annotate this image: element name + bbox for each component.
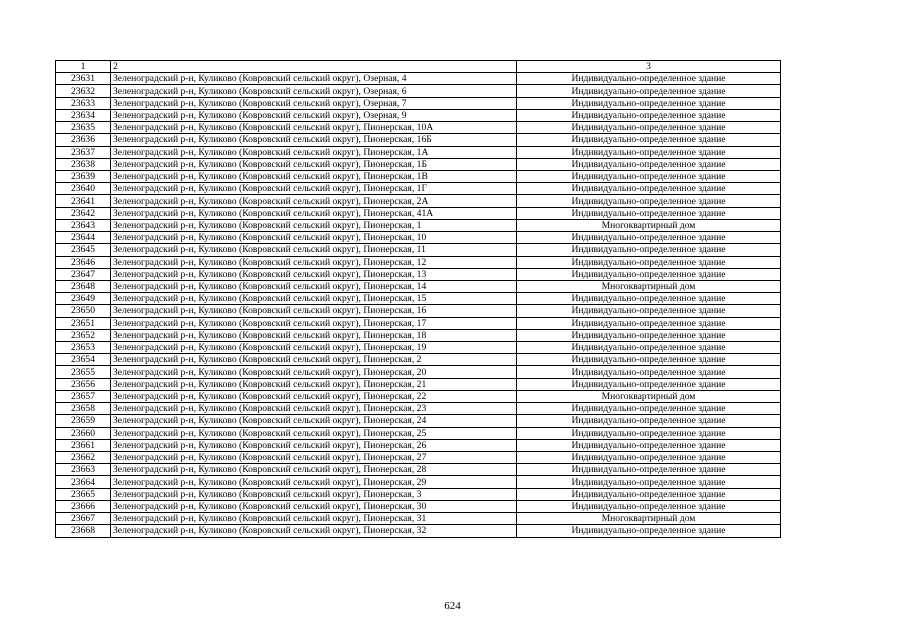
row-number: 23665: [56, 488, 111, 500]
table-row: [56, 488, 781, 500]
table-row: [56, 244, 781, 256]
object-type-cell: Индивидуально-определенное здание: [517, 268, 781, 280]
table-row: [56, 146, 781, 158]
row-number: 23652: [56, 329, 111, 341]
table-row: [56, 452, 781, 464]
row-number: 23641: [56, 195, 111, 207]
table-header-row: [56, 61, 781, 73]
table-row: [56, 183, 781, 195]
object-type-cell: Индивидуально-определенное здание: [517, 427, 781, 439]
row-number: 23663: [56, 464, 111, 476]
object-type-cell: Индивидуально-определенное здание: [517, 232, 781, 244]
table-row: [56, 85, 781, 97]
row-number: 23651: [56, 317, 111, 329]
object-type-cell: Индивидуально-определенное здание: [517, 134, 781, 146]
table-body: [56, 73, 781, 537]
row-number: 23642: [56, 207, 111, 219]
object-type-cell: Индивидуально-определенное здание: [517, 415, 781, 427]
table-row: [56, 329, 781, 341]
address-cell: Зеленоградский р-н, Куликово (Ковровский сельский округ), Озерная, 9: [111, 109, 517, 121]
row-number: 23649: [56, 293, 111, 305]
row-number: 23643: [56, 219, 111, 231]
address-cell: Зеленоградский р-н, Куликово (Ковровский сельский округ), Пионерская, 29: [111, 476, 517, 488]
address-cell: Зеленоградский р-н, Куликово (Ковровский сельский округ), Пионерская, 31: [111, 513, 517, 525]
object-type-cell: Индивидуально-определенное здание: [517, 378, 781, 390]
address-cell: Зеленоградский р-н, Куликово (Ковровский сельский округ), Пионерская, 1В: [111, 170, 517, 182]
table-row: [56, 305, 781, 317]
row-number: 23656: [56, 378, 111, 390]
table-row: [56, 268, 781, 280]
table-row: [56, 342, 781, 354]
object-type-cell: Индивидуально-определенное здание: [517, 452, 781, 464]
table-row: [56, 378, 781, 390]
table-row: [56, 366, 781, 378]
row-number: 23644: [56, 232, 111, 244]
address-cell: Зеленоградский р-н, Куликово (Ковровский сельский округ), Пионерская, 18: [111, 329, 517, 341]
address-cell: Зеленоградский р-н, Куликово (Ковровский сельский округ), Пионерская, 2А: [111, 195, 517, 207]
object-type-cell: Индивидуально-определенное здание: [517, 85, 781, 97]
row-number: 23668: [56, 525, 111, 537]
column-header-object-type: 3: [517, 61, 781, 73]
address-cell: Зеленоградский р-н, Куликово (Ковровский сельский округ), Пионерская, 24: [111, 415, 517, 427]
object-type-cell: Индивидуально-определенное здание: [517, 207, 781, 219]
address-cell: Зеленоградский р-н, Куликово (Ковровский сельский округ), Пионерская, 16Б: [111, 134, 517, 146]
object-type-cell: Индивидуально-определенное здание: [517, 109, 781, 121]
object-type-cell: Индивидуально-определенное здание: [517, 403, 781, 415]
address-cell: Зеленоградский р-н, Куликово (Ковровский сельский округ), Пионерская, 19: [111, 342, 517, 354]
row-number: 23633: [56, 97, 111, 109]
object-type-cell: Индивидуально-определенное здание: [517, 500, 781, 512]
table-row: [56, 232, 781, 244]
address-cell: Зеленоградский р-н, Куликово (Ковровский сельский округ), Пионерская, 27: [111, 452, 517, 464]
address-cell: Зеленоградский р-н, Куликово (Ковровский сельский округ), Пионерская, 1Б: [111, 158, 517, 170]
object-type-cell: Индивидуально-определенное здание: [517, 158, 781, 170]
address-cell: Зеленоградский р-н, Куликово (Ковровский сельский округ), Пионерская, 17: [111, 317, 517, 329]
table-row: [56, 390, 781, 402]
row-number: 23655: [56, 366, 111, 378]
table-row: [56, 500, 781, 512]
address-cell: Зеленоградский р-н, Куликово (Ковровский сельский округ), Пионерская, 20: [111, 366, 517, 378]
address-cell: Зеленоградский р-н, Куликово (Ковровский сельский округ), Пионерская, 25: [111, 427, 517, 439]
address-cell: Зеленоградский р-н, Куликово (Ковровский сельский округ), Пионерская, 2: [111, 354, 517, 366]
table-row: [56, 109, 781, 121]
object-type-cell: Индивидуально-определенное здание: [517, 525, 781, 537]
row-number: 23638: [56, 158, 111, 170]
address-cell: Зеленоградский р-н, Куликово (Ковровский сельский округ), Пионерская, 32: [111, 525, 517, 537]
row-number: 23664: [56, 476, 111, 488]
object-type-cell: Индивидуально-определенное здание: [517, 146, 781, 158]
row-number: 23666: [56, 500, 111, 512]
row-number: 23659: [56, 415, 111, 427]
table-row: [56, 158, 781, 170]
object-type-cell: Индивидуально-определенное здание: [517, 488, 781, 500]
object-type-cell: Индивидуально-определенное здание: [517, 354, 781, 366]
object-type-cell: Индивидуально-определенное здание: [517, 476, 781, 488]
row-number: 23631: [56, 73, 111, 85]
object-type-cell: Многоквартирный дом: [517, 219, 781, 231]
table-row: [56, 219, 781, 231]
row-number: 23658: [56, 403, 111, 415]
address-cell: Зеленоградский р-н, Куликово (Ковровский сельский округ), Пионерская, 12: [111, 256, 517, 268]
address-cell: Зеленоградский р-н, Куликово (Ковровский сельский округ), Пионерская, 11: [111, 244, 517, 256]
object-type-cell: Индивидуально-определенное здание: [517, 464, 781, 476]
table-row: [56, 427, 781, 439]
table-row: [56, 513, 781, 525]
row-number: 23653: [56, 342, 111, 354]
table-row: [56, 525, 781, 537]
address-cell: Зеленоградский р-н, Куликово (Ковровский сельский округ), Пионерская, 14: [111, 280, 517, 292]
row-number: 23650: [56, 305, 111, 317]
object-type-cell: Многоквартирный дом: [517, 280, 781, 292]
row-number: 23648: [56, 280, 111, 292]
address-cell: Зеленоградский р-н, Куликово (Ковровский сельский округ), Пионерская, 1: [111, 219, 517, 231]
address-cell: Зеленоградский р-н, Куликово (Ковровский сельский округ), Пионерская, 26: [111, 439, 517, 451]
address-cell: Зеленоградский р-н, Куликово (Ковровский сельский округ), Пионерская, 41А: [111, 207, 517, 219]
object-type-cell: Индивидуально-определенное здание: [517, 195, 781, 207]
table-row: [56, 97, 781, 109]
object-type-cell: Индивидуально-определенное здание: [517, 317, 781, 329]
row-number: 23667: [56, 513, 111, 525]
object-type-cell: Индивидуально-определенное здание: [517, 293, 781, 305]
row-number: 23635: [56, 122, 111, 134]
address-cell: Зеленоградский р-н, Куликово (Ковровский сельский округ), Пионерская, 1Г: [111, 183, 517, 195]
address-cell: Зеленоградский р-н, Куликово (Ковровский сельский округ), Пионерская, 28: [111, 464, 517, 476]
table-row: [56, 170, 781, 182]
object-type-cell: Индивидуально-определенное здание: [517, 183, 781, 195]
object-type-cell: Индивидуально-определенное здание: [517, 244, 781, 256]
object-type-cell: Индивидуально-определенное здание: [517, 329, 781, 341]
table-row: [56, 280, 781, 292]
object-type-cell: Индивидуально-определенное здание: [517, 305, 781, 317]
table-row: [56, 476, 781, 488]
row-number: 23634: [56, 109, 111, 121]
page-number: 624: [444, 600, 461, 612]
table-row: [56, 354, 781, 366]
object-type-cell: Индивидуально-определенное здание: [517, 366, 781, 378]
address-cell: Зеленоградский р-н, Куликово (Ковровский сельский округ), Пионерская, 10А: [111, 122, 517, 134]
row-number: 23646: [56, 256, 111, 268]
table-row: [56, 195, 781, 207]
address-cell: Зеленоградский р-н, Куликово (Ковровский сельский округ), Озерная, 6: [111, 85, 517, 97]
row-number: 23662: [56, 452, 111, 464]
table-row: [56, 207, 781, 219]
address-cell: Зеленоградский р-н, Куликово (Ковровский сельский округ), Пионерская, 23: [111, 403, 517, 415]
object-type-cell: Индивидуально-определенное здание: [517, 256, 781, 268]
table-row: [56, 415, 781, 427]
row-number: 23645: [56, 244, 111, 256]
table-row: [56, 73, 781, 85]
register-table: [55, 60, 781, 538]
address-cell: Зеленоградский р-н, Куликово (Ковровский сельский округ), Пионерская, 10: [111, 232, 517, 244]
table-row: [56, 134, 781, 146]
table-row: [56, 317, 781, 329]
object-type-cell: Многоквартирный дом: [517, 513, 781, 525]
row-number: 23661: [56, 439, 111, 451]
table-row: [56, 464, 781, 476]
row-number: 23654: [56, 354, 111, 366]
row-number: 23640: [56, 183, 111, 195]
object-type-cell: Индивидуально-определенное здание: [517, 439, 781, 451]
row-number: 23660: [56, 427, 111, 439]
table-row: [56, 122, 781, 134]
row-number: 23639: [56, 170, 111, 182]
object-type-cell: Индивидуально-определенное здание: [517, 122, 781, 134]
table-row: [56, 293, 781, 305]
address-cell: Зеленоградский р-н, Куликово (Ковровский сельский округ), Озерная, 7: [111, 97, 517, 109]
column-header-number: 1: [56, 61, 111, 73]
object-type-cell: Индивидуально-определенное здание: [517, 73, 781, 85]
row-number: 23632: [56, 85, 111, 97]
row-number: 23647: [56, 268, 111, 280]
address-cell: Зеленоградский р-н, Куликово (Ковровский сельский округ), Пионерская, 1А: [111, 146, 517, 158]
table-row: [56, 439, 781, 451]
address-cell: Зеленоградский р-н, Куликово (Ковровский сельский округ), Озерная, 4: [111, 73, 517, 85]
address-cell: Зеленоградский р-н, Куликово (Ковровский сельский округ), Пионерская, 21: [111, 378, 517, 390]
row-number: 23636: [56, 134, 111, 146]
address-cell: Зеленоградский р-н, Куликово (Ковровский сельский округ), Пионерская, 22: [111, 390, 517, 402]
row-number: 23657: [56, 390, 111, 402]
address-cell: Зеленоградский р-н, Куликово (Ковровский сельский округ), Пионерская, 13: [111, 268, 517, 280]
row-number: 23637: [56, 146, 111, 158]
object-type-cell: Индивидуально-определенное здание: [517, 342, 781, 354]
table-row: [56, 403, 781, 415]
address-cell: Зеленоградский р-н, Куликово (Ковровский сельский округ), Пионерская, 3: [111, 488, 517, 500]
object-type-cell: Индивидуально-определенное здание: [517, 170, 781, 182]
object-type-cell: Индивидуально-определенное здание: [517, 97, 781, 109]
object-type-cell: Многоквартирный дом: [517, 390, 781, 402]
address-cell: Зеленоградский р-н, Куликово (Ковровский сельский округ), Пионерская, 16: [111, 305, 517, 317]
table-row: [56, 256, 781, 268]
address-cell: Зеленоградский р-н, Куликово (Ковровский сельский округ), Пионерская, 15: [111, 293, 517, 305]
address-cell: Зеленоградский р-н, Куликово (Ковровский сельский округ), Пионерская, 30: [111, 500, 517, 512]
column-header-address: 2: [111, 61, 517, 73]
